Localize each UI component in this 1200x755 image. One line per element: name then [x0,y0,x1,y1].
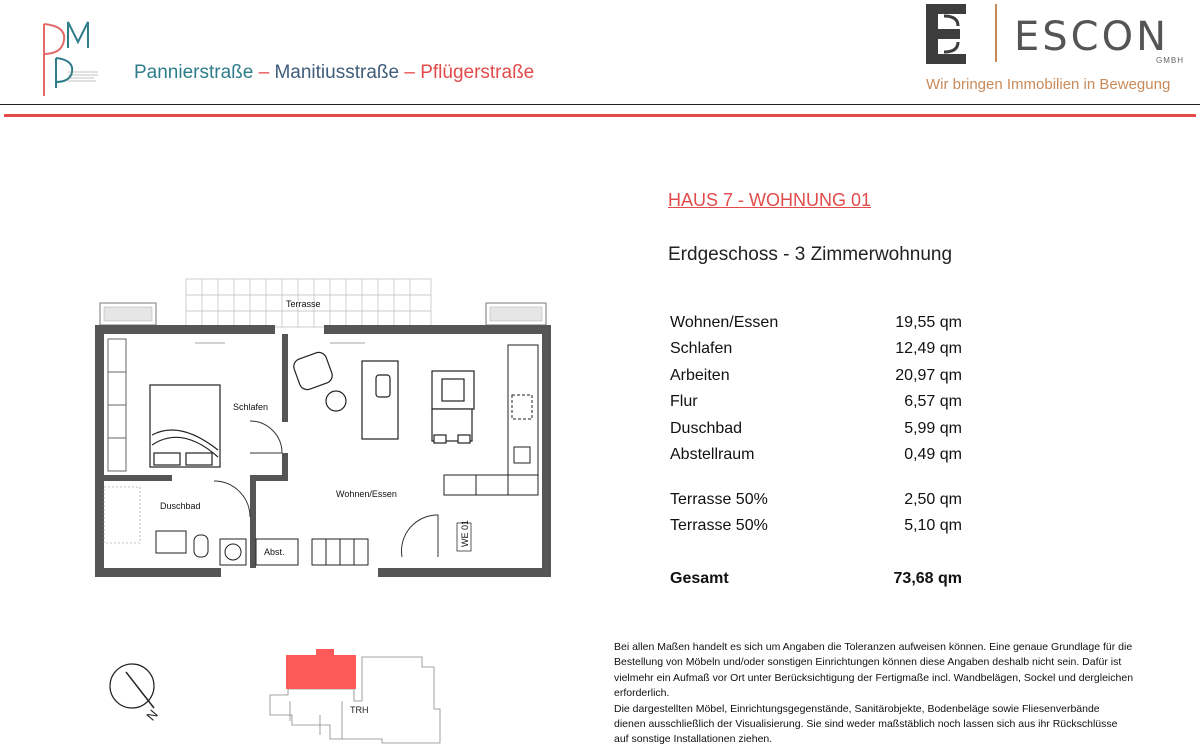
terrace-area: 2,50 qm [904,491,962,508]
room-name: Wohnen/Essen [670,314,779,331]
header-streets [134,62,534,84]
bathroom-label: Duschbad [160,501,201,511]
terrace-label: Terrasse [286,299,321,309]
terrace-area: 5,10 qm [904,517,962,534]
room-area: 6,57 qm [904,393,962,410]
bedroom-label: Schlafen [233,402,269,412]
room-area: 19,55 qm [895,314,962,331]
room-area: 0,49 qm [904,446,962,463]
street-1: Pannierstraße [134,62,254,83]
compass-icon [108,660,168,726]
compass-north-label: N [143,706,161,724]
header-rule [0,104,1200,105]
disclaimer [614,640,1134,748]
floor-plan [90,275,560,585]
living-furniture [292,350,474,443]
bed [150,385,220,467]
bathroom-fixtures [156,531,246,565]
brand-tagline: Wir bringen Immobilien in Bewegung [926,76,1171,93]
site-plan [262,645,442,745]
room-name: Flur [670,393,698,410]
street-separator-1: – [253,62,275,83]
living-label: Wohnen/Essen [336,489,397,499]
total-label: Gesamt [670,570,729,587]
disclaimer-paragraph: Die dargestellten Möbel, Einrichtungsgegenstände, Sanitärobjekte, Bodenbeläge sowie Fliesenverbände dienen ausschließlich der Visualisierung. Sie sind weder maßstäblich noch lassen sich aus ihr Rückschlüsse auf sonstige Installationen ziehen. [614,702,1118,746]
room-name: Arbeiten [670,367,730,384]
room-area: 20,97 qm [895,367,962,384]
room-area: 12,49 qm [895,340,962,357]
storage-label: Abst. [264,547,285,557]
brand-name: ESCON [1014,14,1169,60]
disclaimer-paragraph: Bei allen Maßen handelt es sich um Angaben die Toleranzen aufweisen können. Eine genaue Grundlage für die Bestellung von Möbeln und/oder sonstigen Einrichtungen können diese Angaben deshalb nicht sein. Dafür ist vielmehr ein Aufmaß vor Ort unter Berücksichtigung der Fertigmaße incl. Wandbelägen, Sockel und dergleichen erforderlich. [614,641,1134,700]
header-accent-rule [4,114,1196,117]
escon-logo-mark [922,2,972,66]
room-area: 5,99 qm [904,420,962,437]
unit-title: HAUS 7 - WOHNUNG 01 [668,190,872,210]
total-area: 73,68 qm [893,570,962,587]
site-plan-highlight [286,649,356,689]
room-name: Duschbad [670,420,743,437]
room-name: Schlafen [670,340,733,357]
pm-logo [38,18,108,100]
terrace-name: Terrasse 50% [670,491,768,508]
terrace-name: Terrasse 50% [670,517,768,534]
unit-subtitle: Erdgeschoss - 3 Zimmerwohnung [668,244,953,265]
site-plan-label: TRH [350,705,369,715]
street-3: Pflügerstraße [420,62,535,83]
unit-id-label: WE 01 [460,519,470,547]
brand-suffix: GMBH [1156,56,1184,65]
street-2: Manitiusstraße [274,62,400,83]
room-name: Abstellraum [670,446,755,463]
brand-divider [995,4,997,62]
street-separator-2: – [399,62,421,83]
